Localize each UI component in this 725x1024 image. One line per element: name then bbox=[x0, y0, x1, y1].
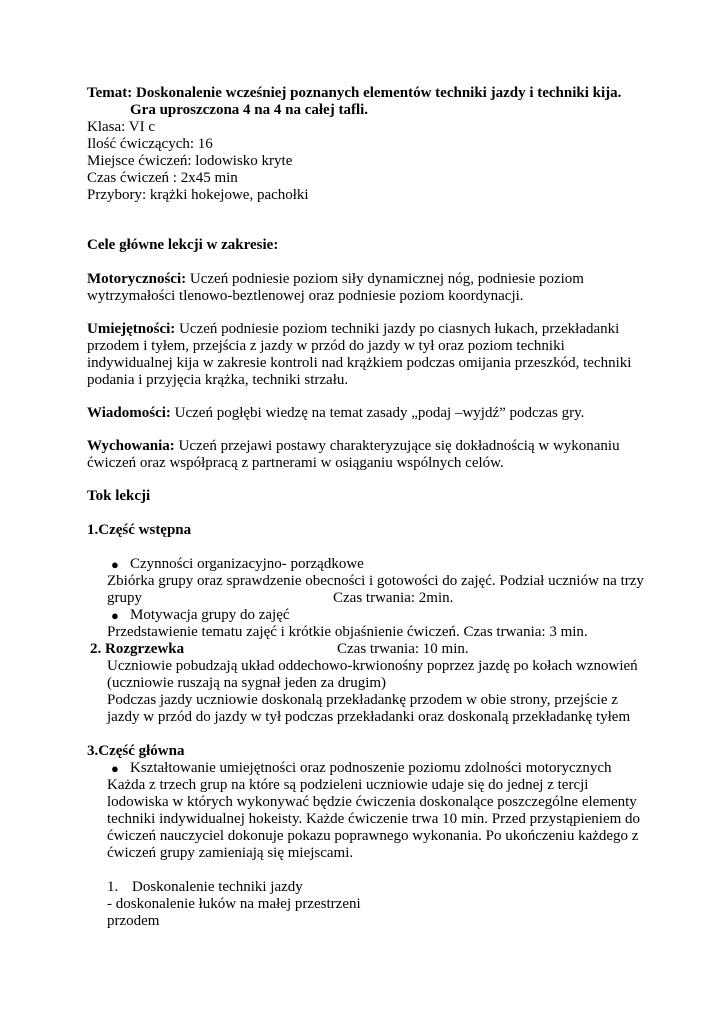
skills-goal-line-3: indywidualnej kija w zakresie kontroli nad krążkiem podczas omijania przeszkód, techniki bbox=[87, 355, 632, 371]
upbringing-goal-label: Wychowania: bbox=[87, 438, 175, 454]
goals-heading: Cele główne lekcji w zakresie: bbox=[87, 237, 279, 253]
duration-info: Czas ćwiczeń : 2x45 min bbox=[87, 170, 238, 186]
motor-goal-label: Motoryczności: bbox=[87, 271, 187, 287]
motor-goal-text: Uczeń podniesie poziom siły dynamicznej nóg, podniesie poziom bbox=[186, 271, 584, 287]
upbringing-goal-line-1 bbox=[87, 438, 620, 455]
skills-goal-line-4: podania i przyjęcia krążka, techniki strzału. bbox=[87, 372, 349, 388]
main-text-line-1: Każda z trzech grup na które są podzieleni uczniowie udaje się do jednej z tercji bbox=[107, 777, 589, 793]
place-info: Miejsce ćwiczeń: lodowisko kryte bbox=[87, 153, 293, 169]
organizational-time: Czas trwania: 2min. bbox=[333, 590, 454, 606]
bullet-dot-icon: ● bbox=[111, 608, 119, 623]
skills-goal-line-2: przodem i tyłem, przejścia z jazdy w przód do jazdy w tył oraz poziom techniki bbox=[87, 338, 565, 354]
list-item-skating-technique: Doskonalenie techniki jazdy bbox=[132, 879, 303, 895]
main-text-line-5: ćwiczeń grupy zamieniają się miejscami. bbox=[107, 845, 354, 861]
bullet-motivation: Motywacja grupy do zajęć bbox=[130, 607, 290, 623]
bullet-dot-icon: ● bbox=[111, 761, 119, 776]
main-text-line-2: lodowiska w których wykonywać będzie ćwiczenia doskonalące poszczególne elementy bbox=[107, 794, 637, 810]
warmup-heading: 2. Rozgrzewka bbox=[90, 641, 185, 657]
list-item-number: 1. bbox=[107, 879, 119, 895]
skills-goal-label: Umiejętności: bbox=[87, 321, 176, 337]
bullet-motor-skills: Kształtowanie umiejętności oraz podnoszenie poziomu zdolności motorycznych bbox=[130, 760, 612, 776]
motivation-text-line-1: Przedstawienie tematu zajęć i krótkie objaśnienie ćwiczeń. Czas trwania: 3 min. bbox=[107, 624, 588, 640]
warmup-text-line-2: (uczniowie ruszają na sygnał jeden za drugim) bbox=[107, 675, 387, 691]
intro-part-heading: 1.Część wstępna bbox=[87, 522, 192, 538]
list-subitem-line-2: przodem bbox=[107, 913, 160, 929]
organizational-text-line-1: Zbiórka grupy oraz sprawdzenie obecności i gotowości do zajęć. Podział uczniów na trzy bbox=[107, 573, 644, 589]
motor-goal-line-1 bbox=[87, 271, 584, 288]
main-text-line-3: techniki indywidualnej hokeisty. Każde ćwiczenie trwa 10 min. Przed przystąpieniem do bbox=[107, 811, 641, 827]
warmup-text-line-3: Podczas jazdy uczniowie doskonalą przekładankę przodem w obie strony, przejście z bbox=[107, 692, 618, 708]
main-part-heading: 3.Część główna bbox=[87, 743, 185, 759]
list-subitem-line-1: - doskonalenie łuków na małej przestrzeni bbox=[107, 896, 361, 912]
knowledge-goal-line bbox=[87, 405, 584, 422]
upbringing-goal-text: Uczeń przejawi postawy charakteryzujące się dokładnością w wykonaniu bbox=[174, 438, 620, 454]
bullet-organizational: Czynności organizacyjno- porządkowe bbox=[130, 556, 364, 572]
class-info: Klasa: VI c bbox=[87, 119, 156, 135]
topic-line-2: Gra uproszczona 4 na 4 na całej tafli. bbox=[130, 102, 369, 118]
organizational-text-line-2a: grupy bbox=[107, 590, 142, 606]
knowledge-goal-label: Wiadomości: bbox=[87, 405, 171, 421]
skills-goal-text: Uczeń podniesie poziom techniki jazdy po ciasnych łukach, przekładanki bbox=[175, 321, 620, 337]
equipment-info: Przybory: krążki hokejowe, pachołki bbox=[87, 187, 309, 203]
motor-goal-line-2: wytrzymałości tlenowo-beztlenowej oraz podniesie poziom koordynacji. bbox=[87, 288, 524, 304]
skills-goal-line-1 bbox=[87, 321, 619, 338]
warmup-text-line-4: jazdy w przód do jazdy w tył podczas przekładanki oraz doskonalą przekładankę tyłem bbox=[107, 709, 631, 725]
topic-line-1: Temat: Doskonalenie wcześniej poznanych elementów techniki jazdy i techniki kija. bbox=[87, 85, 622, 101]
participants-info: Ilość ćwiczących: 16 bbox=[87, 136, 213, 152]
warmup-text-line-1: Uczniowie pobudzają układ oddechowo-krwionośny poprzez jazdę po kołach wznowień bbox=[107, 658, 638, 674]
knowledge-goal-text: Uczeń pogłębi wiedzę na temat zasady „podaj –wyjdź” podczas gry. bbox=[170, 405, 585, 421]
bullet-dot-icon: ● bbox=[111, 557, 119, 572]
warmup-time: Czas trwania: 10 min. bbox=[337, 641, 469, 657]
main-text-line-4: ćwiczeń nauczyciel dokonuje pokazu poprawnego wykonania. Po ukończeniu każdego z bbox=[107, 828, 639, 844]
upbringing-goal-line-2: ćwiczeń oraz współpracą z partnerami w osiąganiu wspólnych celów. bbox=[87, 455, 504, 471]
lesson-course-heading: Tok lekcji bbox=[87, 488, 151, 504]
